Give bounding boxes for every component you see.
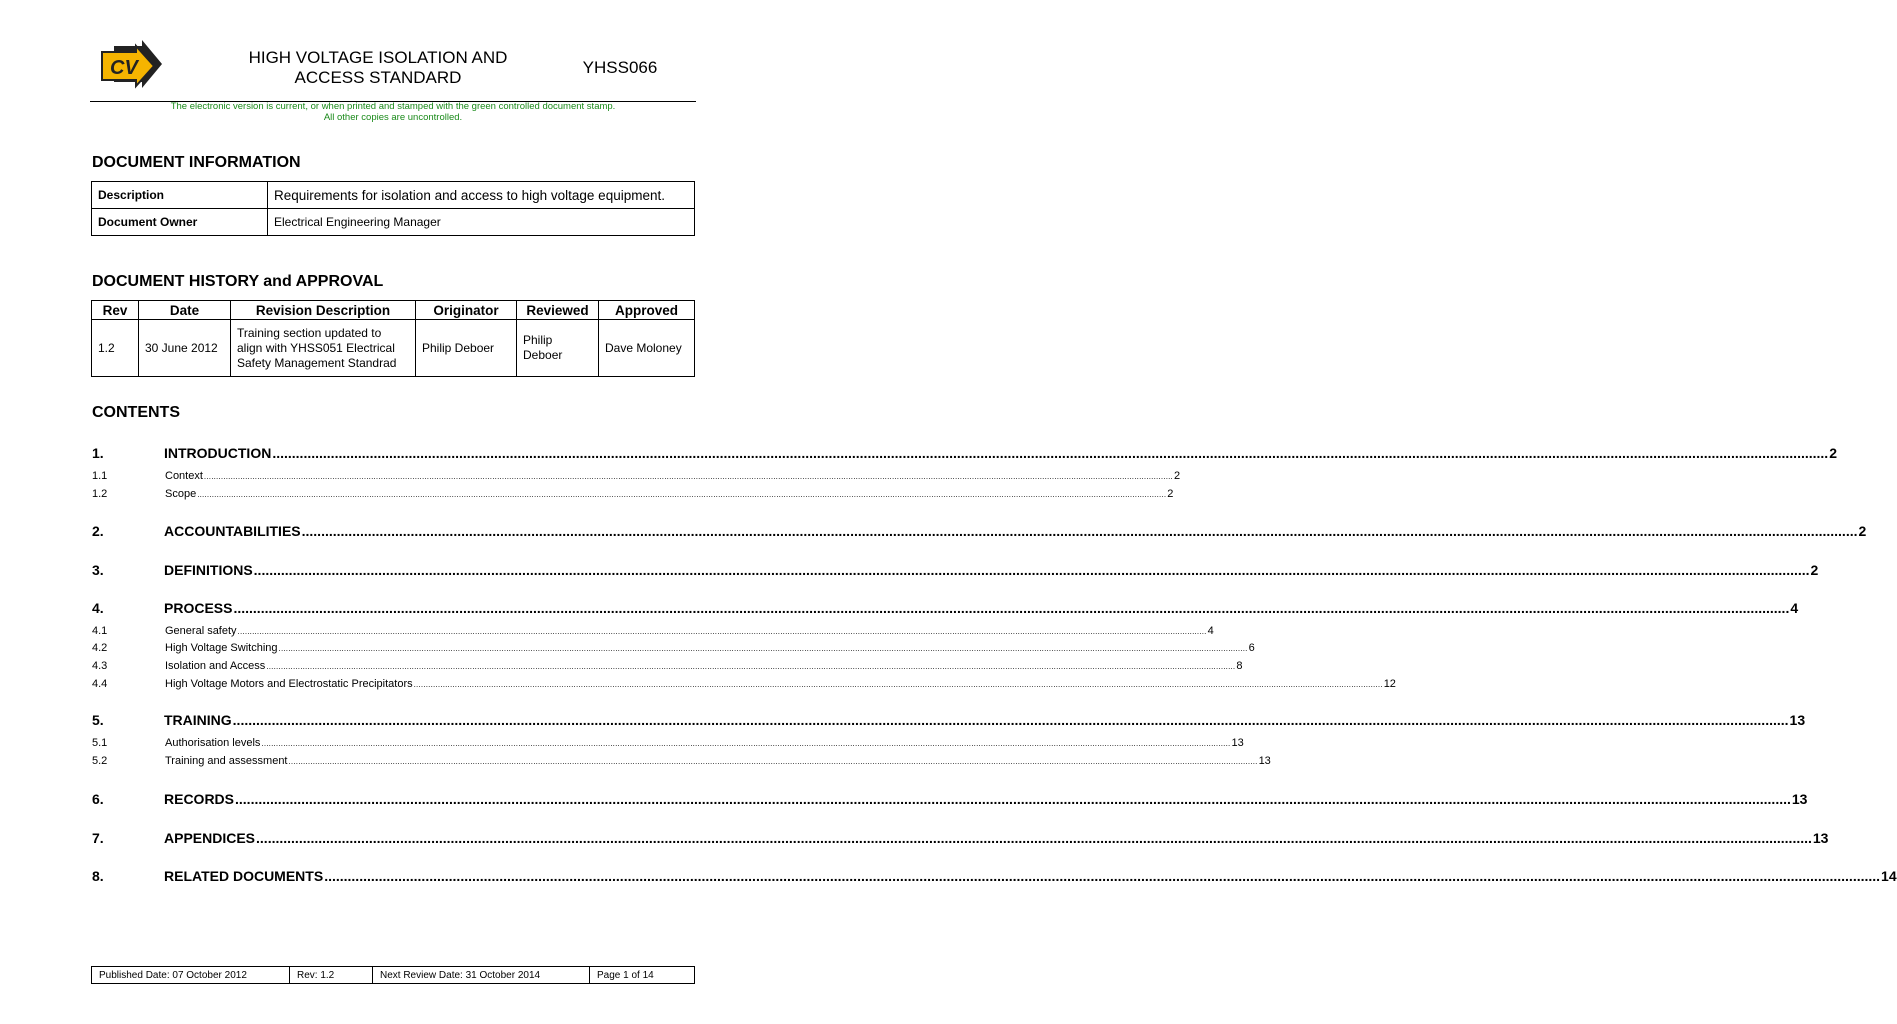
toc-title: Authorisation levels [165, 737, 261, 749]
toc-page: 13 [1231, 737, 1244, 749]
toc-leader: ................................................................................................................................................................................................................................................................................................................................................................................................................ [256, 830, 1812, 846]
toc-title: Training and assessment [165, 755, 288, 767]
toc-number: 2. [92, 523, 104, 539]
toc-entry[interactable] [92, 755, 1271, 767]
toc-number: 1.1 [92, 470, 108, 482]
table-row [92, 320, 695, 377]
toc-entry[interactable] [92, 625, 1214, 637]
toc-entry[interactable] [92, 562, 1819, 578]
info-value: Requirements for isolation and access to high voltage equipment. [268, 182, 695, 209]
info-value: Electrical Engineering Manager [268, 209, 695, 236]
toc-leader: ................................................................................................................................................................................................................................................................................................................................................................................................................ [197, 490, 1167, 499]
document-code: YHSS066 [582, 58, 658, 77]
toc-title: Context [165, 470, 203, 482]
toc-title: TRAINING [164, 712, 232, 728]
toc-page: 6 [1248, 642, 1255, 654]
toc-page: 13 [1812, 830, 1829, 846]
toc-number: 1. [92, 445, 104, 461]
notice-line2: All other copies are uncontrolled. [323, 112, 463, 123]
toc-title: High Voltage Switching [165, 642, 278, 654]
table-row [92, 967, 695, 984]
logo-text: CV [110, 57, 138, 79]
toc-page: 12 [1383, 678, 1396, 690]
toc-title: DEFINITIONS [164, 562, 253, 578]
toc-page: 13 [1258, 755, 1271, 767]
toc-number: 5. [92, 712, 104, 728]
column-header: Originator [416, 301, 517, 320]
table-header-row [92, 301, 695, 320]
toc-leader: ................................................................................................................................................................................................................................................................................................................................................................................................................ [253, 562, 1810, 578]
toc-leader: ................................................................................................................................................................................................................................................................................................................................................................................................................ [288, 757, 1258, 766]
toc-number: 4.3 [92, 660, 108, 672]
date-cell: 30 June 2012 [139, 320, 231, 377]
toc-page: 2 [1810, 562, 1819, 578]
toc-title: High Voltage Motors and Electrostatic Precipitators [165, 678, 413, 690]
toc-leader: ................................................................................................................................................................................................................................................................................................................................................................................................................ [272, 445, 1829, 461]
table-row [92, 182, 695, 209]
toc-number: 8. [92, 868, 104, 884]
originator-cell: Philip Deboer [416, 320, 517, 377]
controlled-copy-notice [90, 101, 696, 123]
toc-page: 2 [1829, 445, 1837, 461]
toc-entry[interactable] [92, 660, 1243, 672]
toc-title: APPENDICES [164, 830, 256, 846]
document-title [220, 48, 536, 88]
toc-leader: ................................................................................................................................................................................................................................................................................................................................................................................................................ [237, 627, 1207, 636]
company-logo [96, 38, 166, 98]
document-title-line2: ACCESS STANDARD [294, 68, 462, 87]
footer-table [91, 966, 695, 984]
page-number: Page 1 of 14 [590, 967, 695, 984]
toc-page: 2 [1167, 488, 1174, 500]
rev-cell: 1.2 [92, 320, 139, 377]
toc-title: Scope [165, 488, 197, 500]
toc-leader: ................................................................................................................................................................................................................................................................................................................................................................................................................ [413, 680, 1383, 689]
toc-entry[interactable] [92, 678, 1396, 690]
column-header: Rev [92, 301, 139, 320]
info-label: Description [92, 182, 268, 209]
column-header: Reviewed [517, 301, 599, 320]
toc-page: 13 [1789, 712, 1806, 728]
toc-title: PROCESS [164, 600, 233, 616]
toc-entry[interactable] [92, 488, 1174, 500]
toc-page: 14 [1881, 868, 1897, 884]
column-header: Revision Description [231, 301, 416, 320]
toc-entry[interactable] [92, 791, 1808, 807]
document-history-heading: DOCUMENT HISTORY and APPROVAL [92, 273, 384, 290]
approved-cell: Dave Moloney [599, 320, 695, 377]
toc-page: 4 [1207, 625, 1214, 637]
toc-leader: ................................................................................................................................................................................................................................................................................................................................................................................................................ [266, 662, 1236, 671]
toc-number: 4. [92, 600, 104, 616]
document-information-table [91, 181, 695, 236]
toc-entry[interactable] [92, 523, 1867, 539]
toc-number: 4.1 [92, 625, 108, 637]
contents-heading: CONTENTS [92, 404, 180, 421]
published-date: Published Date: 07 October 2012 [92, 967, 290, 984]
toc-number: 4.2 [92, 642, 108, 654]
toc-page: 4 [1790, 600, 1799, 616]
toc-leader: ................................................................................................................................................................................................................................................................................................................................................................................................................ [301, 523, 1858, 539]
toc-page: 8 [1236, 660, 1243, 672]
toc-entry[interactable] [92, 712, 1806, 728]
toc-number: 6. [92, 791, 104, 807]
toc-entry[interactable] [92, 830, 1829, 846]
toc-entry[interactable] [92, 868, 1897, 884]
reviewed-cell: Philip Deboer [517, 320, 599, 377]
document-title-line1: HIGH VOLTAGE ISOLATION AND [248, 48, 508, 67]
document-history-table [91, 300, 695, 377]
column-header: Approved [599, 301, 695, 320]
toc-leader: ................................................................................................................................................................................................................................................................................................................................................................................................................ [324, 868, 1881, 884]
toc-title: Isolation and Access [165, 660, 266, 672]
toc-page: 2 [1858, 523, 1867, 539]
toc-title: ACCOUNTABILITIES [164, 523, 301, 539]
toc-title: RECORDS [164, 791, 235, 807]
toc-number: 3. [92, 562, 104, 578]
revision-number: Rev: 1.2 [290, 967, 373, 984]
info-label: Document Owner [92, 209, 268, 236]
toc-page: 2 [1173, 470, 1181, 482]
toc-title: RELATED DOCUMENTS [164, 868, 324, 884]
toc-number: 1.2 [92, 488, 108, 500]
toc-entry[interactable] [92, 445, 1837, 461]
toc-entry[interactable] [92, 600, 1799, 616]
toc-entry[interactable] [92, 642, 1255, 654]
document-information-heading: DOCUMENT INFORMATION [92, 154, 301, 171]
toc-number: 4.4 [92, 678, 108, 690]
toc-title: General safety [165, 625, 237, 637]
toc-leader: ................................................................................................................................................................................................................................................................................................................................................................................................................ [261, 739, 1231, 748]
toc-page: 13 [1791, 791, 1808, 807]
toc-leader: ................................................................................................................................................................................................................................................................................................................................................................................................................ [278, 644, 1248, 653]
toc-leader: ................................................................................................................................................................................................................................................................................................................................................................................................................ [232, 712, 1789, 728]
toc-number: 5.2 [92, 755, 108, 767]
description-cell: Training section updated to align with YHSS051 Electrical Safety Management Standrad [231, 320, 416, 377]
notice-line1: The electronic version is current, or when printed and stamped with the green controlled document stamp. [170, 101, 616, 112]
toc-leader: ................................................................................................................................................................................................................................................................................................................................................................................................................ [235, 791, 1791, 807]
next-review-date: Next Review Date: 31 October 2014 [373, 967, 590, 984]
toc-leader: ................................................................................................................................................................................................................................................................................................................................................................................................................ [233, 600, 1790, 616]
table-row [92, 209, 695, 236]
toc-number: 7. [92, 830, 104, 846]
toc-title: INTRODUCTION [164, 445, 272, 461]
toc-leader: ................................................................................................................................................................................................................................................................................................................................................................................................................ [203, 472, 1173, 481]
column-header: Date [139, 301, 231, 320]
toc-entry[interactable] [92, 470, 1181, 482]
toc-number: 5.1 [92, 737, 108, 749]
toc-entry[interactable] [92, 737, 1244, 749]
